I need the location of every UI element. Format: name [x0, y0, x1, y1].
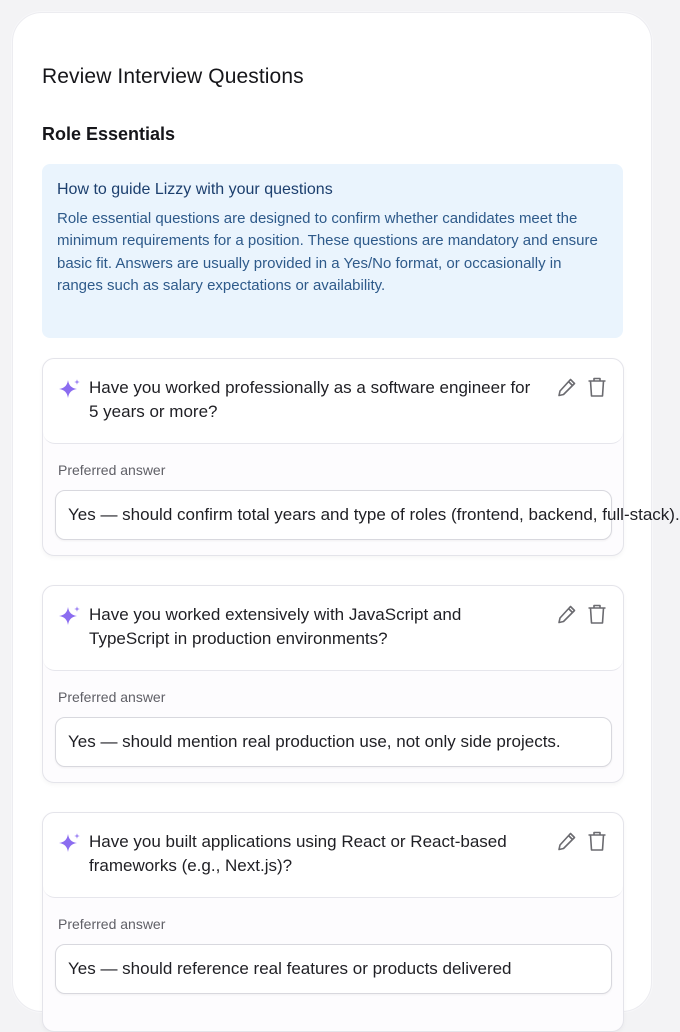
trash-icon[interactable] [585, 829, 609, 853]
preferred-answer-field[interactable]: Yes — should confirm total years and type of roles (frontend, backend, full-stack). [55, 490, 612, 540]
sparkle-icon [58, 605, 82, 629]
question-header [43, 359, 623, 444]
pencil-icon[interactable] [555, 829, 579, 853]
section-title: Role Essentials [42, 124, 176, 144]
preferred-answer-field[interactable]: Yes — should reference real features or products delivered [55, 944, 612, 994]
sparkle-icon [58, 832, 82, 856]
sparkle-icon [58, 378, 82, 402]
question-header [43, 586, 623, 671]
trash-icon[interactable] [585, 602, 609, 626]
trash-icon[interactable] [585, 375, 609, 399]
question-text: Have you worked professionally as a software engineer for 5 years or more? [89, 378, 531, 421]
preferred-answer-field[interactable]: Yes — should mention real production use, not only side projects. [55, 717, 612, 767]
guide-title: How to guide Lizzy with your questions [57, 181, 333, 198]
question-header [43, 813, 623, 898]
page-title: Review Interview Questions [42, 65, 304, 88]
preferred-answer-label: Preferred answer [58, 462, 166, 478]
guide-callout [42, 164, 623, 338]
preferred-answer-label: Preferred answer [58, 916, 166, 932]
question-text: Have you worked extensively with JavaScript and TypeScript in production environments? [89, 605, 462, 648]
question-text: Have you built applications using React or React-based frameworks (e.g., Next.js)? [89, 832, 507, 875]
question-card [42, 812, 624, 1032]
pencil-icon[interactable] [555, 375, 579, 399]
preferred-answer-label: Preferred answer [58, 689, 166, 705]
review-panel [12, 12, 680, 1012]
guide-body: Role essential questions are designed to confirm whether candidates meet the minimum requirements for a position. These questions are mandatory and ensure basic fit. Answers are usually provided in a Yes/No format, or occasionally in ranges such as salary expectations or availability. [57, 210, 598, 295]
pencil-icon[interactable] [555, 602, 579, 626]
question-card [42, 358, 680, 556]
question-card [42, 585, 624, 783]
